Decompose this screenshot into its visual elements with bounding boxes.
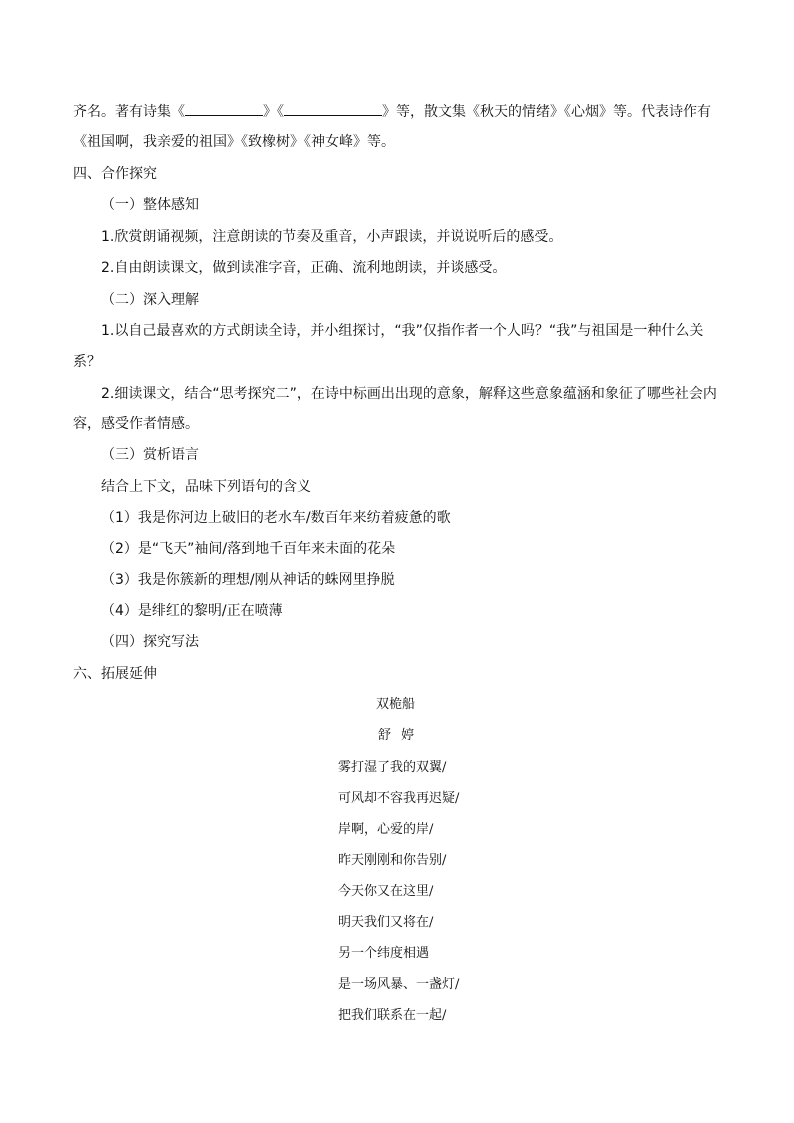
blank-fill-2[interactable] <box>284 101 382 116</box>
poem-line: 可风却不容我再迟疑/ <box>338 791 460 806</box>
poem-line: 另一个纬度相遇 <box>338 946 430 961</box>
poem-line: 是一场风暴、一盏灯/ <box>338 977 460 992</box>
poem-line: 把我们联系在一起/ <box>338 1008 447 1023</box>
poem-title: 双桅船 <box>376 697 416 712</box>
part-3-prompt: 结合上下文，品味下列语句的含义 <box>101 479 311 495</box>
intro-line-1 <box>73 101 711 122</box>
poem-author: 舒 婷 <box>378 728 418 743</box>
part-3-title: （三）赏析语言 <box>101 447 199 463</box>
blank-fill-1[interactable] <box>185 101 263 116</box>
part-2-title: （二）深入理解 <box>101 292 199 308</box>
section-4-heading: 四、合作探究 <box>73 166 157 182</box>
intro-text-b: 》《 <box>263 104 284 120</box>
part-1-q2: 2.自由朗读课文，做到读准字音，正确、流利地朗读，并谈感受。 <box>101 260 507 276</box>
intro-text-c: 》等，散文集《秋天的情绪》《心烟》等。代表诗作有 <box>382 104 711 120</box>
poem-line: 明天我们又将在/ <box>338 915 434 930</box>
part-4-title: （四）探究写法 <box>101 634 199 650</box>
poem-line: 昨天刚刚和你告别/ <box>338 853 447 868</box>
poem-line: 岸啊，心爱的岸/ <box>338 822 434 837</box>
part-3-item-2: （2）是“飞天”袖间/落到地千百年来未面的花朵 <box>101 541 396 557</box>
section-6-heading: 六、拓展延伸 <box>73 666 157 682</box>
poem-line: 今天你又在这里/ <box>338 884 434 899</box>
part-3-item-3: （3）我是你簇新的理想/刚从神话的蛛网里挣脱 <box>101 572 395 588</box>
poem-line: 雾打湿了我的双翼/ <box>338 760 447 775</box>
part-3-item-1: （1）我是你河边上破旧的老水车/数百年来纺着疲惫的歌 <box>101 510 451 526</box>
part-1-q1: 1.欣赏朗诵视频，注意朗读的节奏及重音，小声跟读，并说说听后的感受。 <box>101 229 563 245</box>
part-2-q1-line2: 系？ <box>73 354 101 370</box>
part-2-q1-line1: 1.以自己最喜欢的方式朗读全诗，并小组探讨，“我”仅指作者一个人吗？“我”与祖国是一种什么关 <box>101 323 704 339</box>
part-2-q2-line2: 容，感受作者情感。 <box>73 416 199 432</box>
intro-text-a: 齐名。著有诗集《 <box>73 104 185 120</box>
intro-line-2: 《祖国啊，我亲爱的祖国》《致橡树》《神女峰》等。 <box>73 134 395 150</box>
part-1-title: （一）整体感知 <box>101 197 199 213</box>
part-3-item-4: （4）是绯红的黎明/正在喷薄 <box>101 603 283 619</box>
part-2-q2-line1: 2.细读课文，结合“思考探究二”，在诗中标画出出现的意象，解释这些意象蕴涵和象征了哪些社会内 <box>101 386 717 402</box>
